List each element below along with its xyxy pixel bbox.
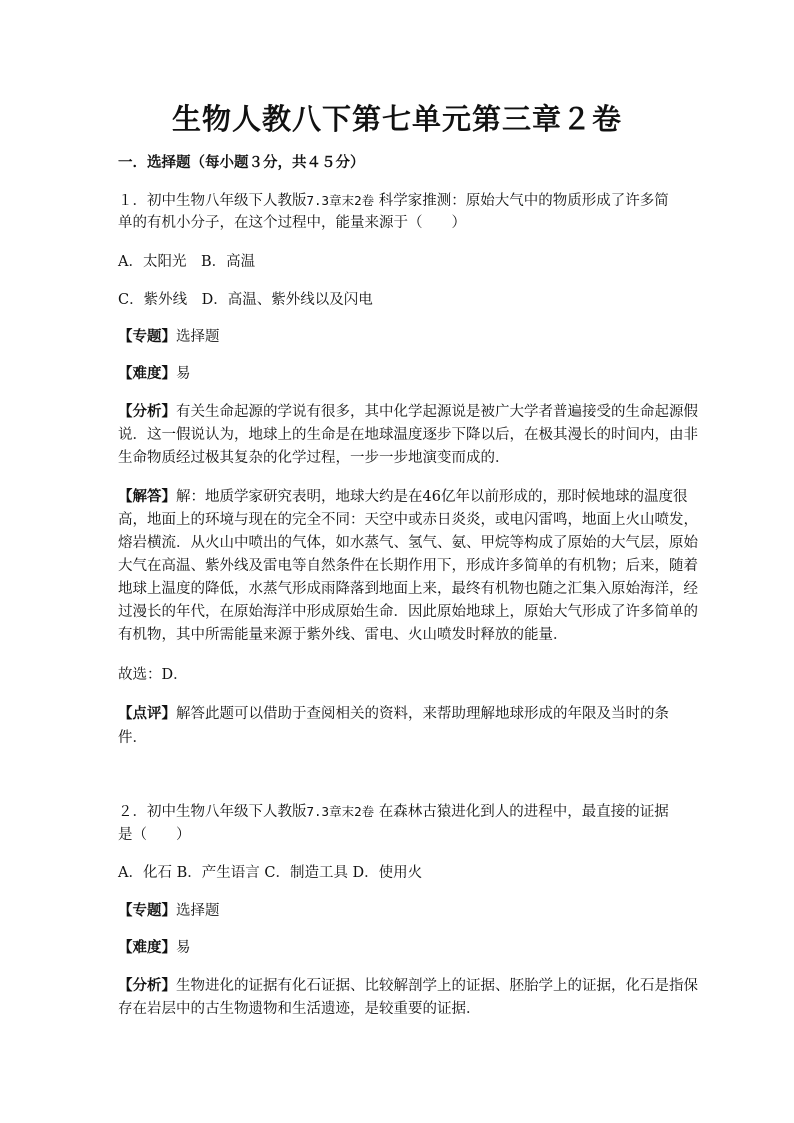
q1-answer-line-1 xyxy=(118,486,688,508)
q1-stem-line-1 xyxy=(118,190,688,212)
q1-comment-label: 【点评】 xyxy=(118,705,176,722)
q2-stem-line-2: 是（ ） xyxy=(118,827,191,843)
q1-answer-line-5: 地球上温度的降低，水蒸气形成雨降落到地面上来，最终有机物也随之汇集入原始海洋，经 xyxy=(118,581,698,597)
q1-comment-text-1: 解答此题可以借助于查阅相关的资料，来帮助理解地球形成的年限及当时的条 xyxy=(176,706,669,722)
q1-chapter-code: 7.3章末2卷 xyxy=(306,193,375,208)
q1-options-cd: C．紫外线 D．高温、紫外线以及闪电 xyxy=(118,292,373,308)
q1-analysis-line-2: 说．这一假说认为，地球上的生命是在地球温度逐步下降以后，在极其漫长的时间内，由非 xyxy=(118,427,698,443)
q2-topic xyxy=(118,900,688,922)
q2-stem-prefix: ２．初中生物八年级下人教版 xyxy=(118,804,307,820)
q2-analysis-line-1 xyxy=(118,975,698,997)
q1-difficulty-value: 易 xyxy=(176,366,191,382)
q1-analysis-line-1 xyxy=(118,401,698,423)
q2-stem-line-1 xyxy=(118,801,688,823)
q1-analysis-label: 【分析】 xyxy=(118,403,176,420)
q2-topic-value: 选择题 xyxy=(176,903,220,919)
q1-answer-line-3: 熔岩横流．从火山中喷出的气体，如水蒸气、氢气、氨、甲烷等构成了原始的大气层，原始 xyxy=(118,535,698,551)
q1-answer-line-4: 大气在高温、紫外线及雷电等自然条件在长期作用下，形成许多简单的有机物；后来，随着 xyxy=(118,558,698,574)
q1-comment-line-2: 件． xyxy=(118,730,147,746)
q1-options-ab: A．太阳光 B．高温 xyxy=(118,254,256,270)
q2-difficulty xyxy=(118,937,688,959)
q1-choice: 故选：D． xyxy=(118,667,188,683)
q1-analysis-text-1: 有关生命起源的学说有很多，其中化学起源说是被广大学者普遍接受的生命起源假 xyxy=(176,404,698,420)
q1-stem-line-2: 单的有机小分子，在这个过程中，能量来源于（ ） xyxy=(118,215,466,231)
q1-stem-prefix: １．初中生物八年级下人教版 xyxy=(118,193,307,209)
q1-topic-value: 选择题 xyxy=(176,329,220,345)
q2-difficulty-value: 易 xyxy=(176,940,191,956)
q1-answer-label: 【解答】 xyxy=(118,488,176,505)
q2-analysis-label: 【分析】 xyxy=(118,977,176,994)
q1-answer-line-2: 高，地面上的环境与现在的完全不同：天空中或赤日炎炎，或电闪雷鸣，地面上火山喷发， xyxy=(118,512,698,528)
section-heading: 一．选择题（每小题３分，共４５分） xyxy=(118,154,365,171)
document-title: 生物人教八下第七单元第三章２卷 xyxy=(171,102,622,136)
q2-analysis-text-1: 生物进化的证据有化石证据、比较解剖学上的证据、胚胎学上的证据，化石是指保 xyxy=(176,978,698,994)
q2-analysis-line-2: 存在岩层中的古生物遗物和生活遗迹，是较重要的证据． xyxy=(118,1001,481,1017)
q1-answer-line-7: 有机物，其中所需能量来源于紫外线、雷电、火山喷发时释放的能量． xyxy=(118,627,568,643)
q1-answer-text-1: 解：地质学家研究表明，地球大约是在46亿年以前形成的，那时候地球的温度很 xyxy=(176,489,688,505)
q1-analysis-line-3: 生命物质经过极其复杂的化学过程，一步一步地演变而成的． xyxy=(118,450,510,466)
q2-topic-label: 【专题】 xyxy=(118,902,176,919)
q1-stem-rest: 科学家推测：原始大气中的物质形成了许多简 xyxy=(374,193,669,209)
q2-chapter-code: 7.3章末2卷 xyxy=(306,804,375,819)
q2-options: A．化石 B．产生语言 C．制造工具 D．使用火 xyxy=(118,865,423,881)
q1-answer-line-6: 过漫长的年代，在原始海洋中形成原始生命．因此原始地球上，原始大气形成了许多简单的 xyxy=(118,604,698,620)
q2-difficulty-label: 【难度】 xyxy=(118,939,176,956)
q1-difficulty-label: 【难度】 xyxy=(118,365,176,382)
q2-stem-rest: 在森林古猿进化到人的进程中，最直接的证据 xyxy=(374,804,669,820)
q1-topic-label: 【专题】 xyxy=(118,328,176,345)
q1-comment-line-1 xyxy=(118,703,688,725)
q1-difficulty xyxy=(118,363,688,385)
q1-topic xyxy=(118,326,688,348)
